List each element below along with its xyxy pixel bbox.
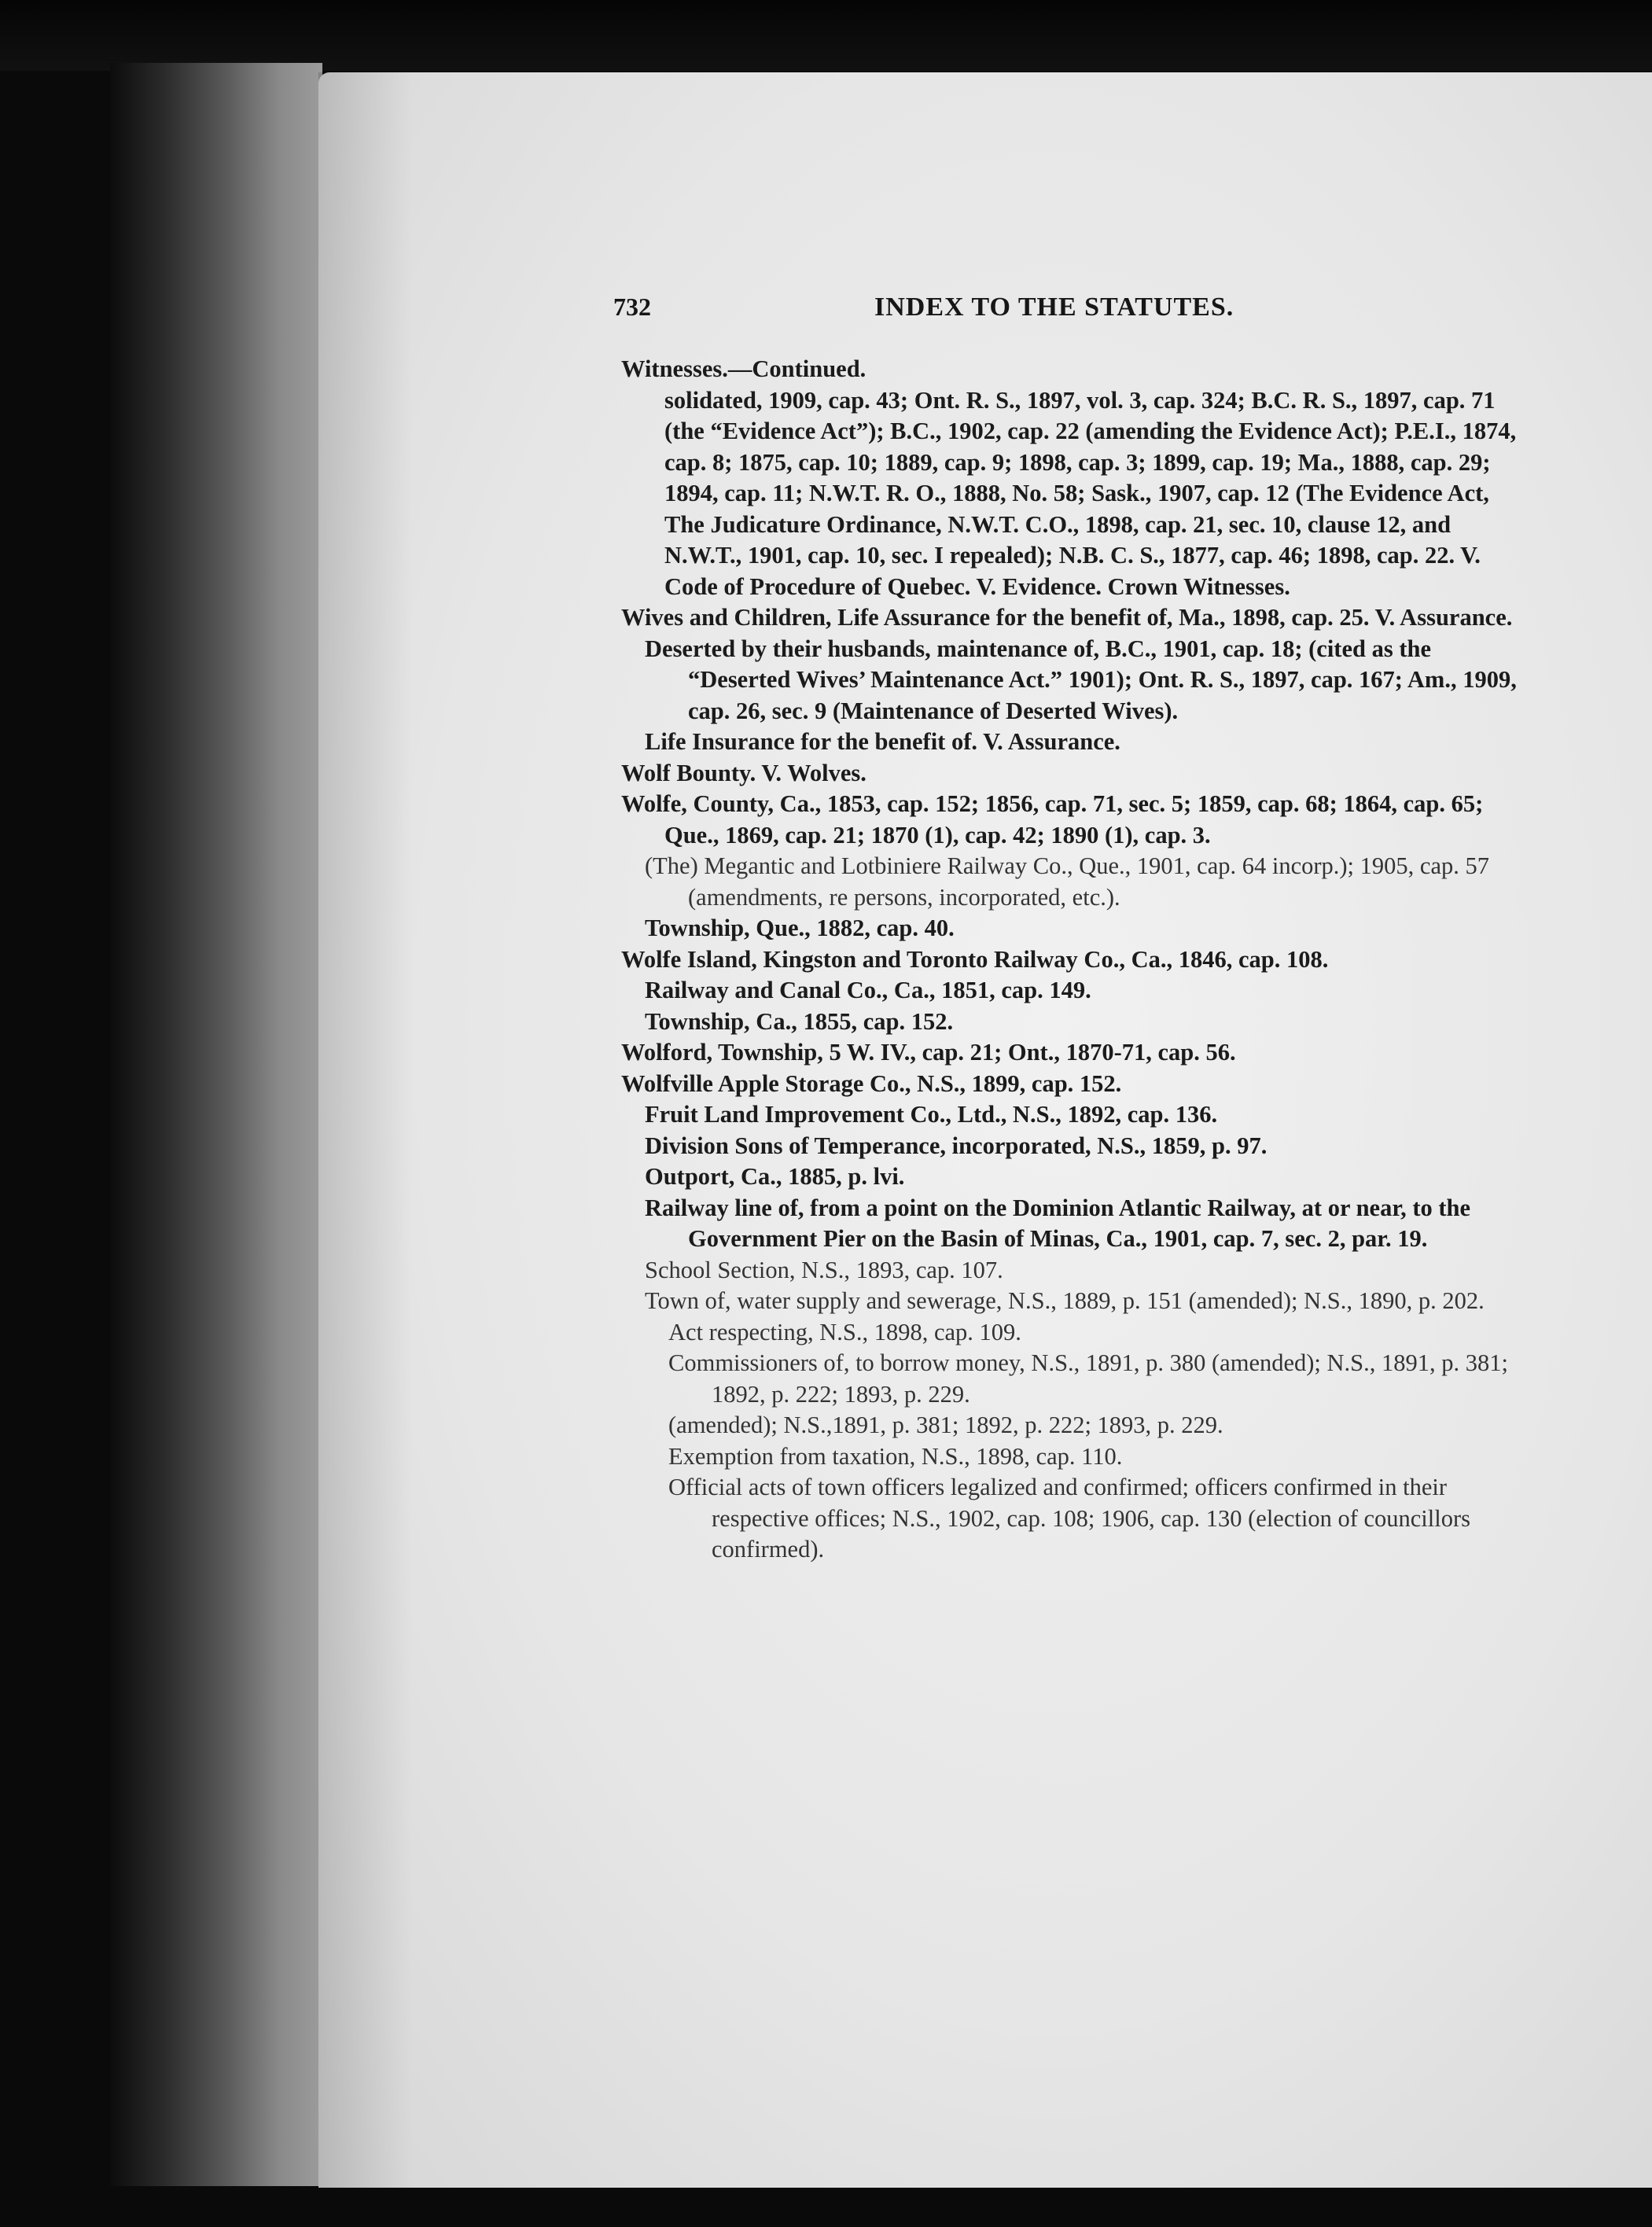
entry-headword: Witnesses. xyxy=(621,355,728,382)
scan-top-border xyxy=(0,0,1652,71)
entry-text: Kingston and Toronto Railway Co., Ca., 1846, cap. 108. xyxy=(756,945,1329,973)
entry-headword: Wolfe Island, xyxy=(621,945,757,973)
index-content xyxy=(621,354,1518,1566)
entry-text: (amended); N.S.,1891, p. 381; 1892, p. 222; 1893, p. 229. xyxy=(668,1412,1223,1438)
book-spine xyxy=(110,63,322,2186)
entry-text: Outport, Ca., 1885, p. lvi. xyxy=(645,1163,905,1190)
index-subentry xyxy=(621,1131,1518,1162)
index-subentry xyxy=(621,1193,1518,1255)
index-entry xyxy=(621,1069,1518,1100)
entry-text: Commissioners of, to borrow money, N.S., 1891, p. 380 (amended); N.S., 1891, p. 381; 1892, p. 222; 1893, p. 229. xyxy=(668,1349,1508,1408)
entry-text: Township, 5 W. IV., cap. 21; Ont., 1870-71, cap. 56. xyxy=(712,1039,1236,1066)
index-subsubentry xyxy=(621,1348,1518,1410)
entry-headword: Wolf xyxy=(621,759,671,786)
entry-text: Deserted by their husbands, maintenance of, B.C., 1901, cap. 18; (cited as the “Deserted Wives’ Maintenance Act.” 1901); Ont. R. S., 1897, cap. 167; Am., 1909, cap. 26, sec. 9 (Maintenance of Deserted Wives). xyxy=(645,635,1517,724)
entry-headword: Wolfville xyxy=(621,1069,713,1097)
entry-text: Act respecting, N.S., 1898, cap. 109. xyxy=(668,1318,1021,1345)
entry-text: Division Sons of Temperance, incorporated, N.S., 1859, p. 97. xyxy=(645,1132,1268,1159)
index-entry xyxy=(621,789,1518,851)
index-subentry xyxy=(621,975,1518,1007)
index-subentry xyxy=(621,1099,1518,1131)
index-subentry xyxy=(621,913,1518,944)
index-subsubentry xyxy=(621,1317,1518,1349)
index-subentry xyxy=(621,1007,1518,1038)
index-subentry xyxy=(621,851,1518,913)
index-subsubentry xyxy=(621,1472,1518,1566)
entry-text: Town of, water supply and sewerage, N.S., 1889, p. 151 (amended); N.S., 1890, p. 202. xyxy=(645,1287,1485,1314)
index-entry xyxy=(621,758,1518,790)
index-entry xyxy=(621,1037,1518,1069)
page-header xyxy=(613,293,1518,340)
index-entry xyxy=(621,354,1518,385)
index-subsubentry xyxy=(621,1410,1518,1441)
entry-text: Exemption from taxation, N.S., 1898, cap. 110. xyxy=(668,1442,1123,1470)
index-entry xyxy=(621,944,1518,976)
entry-text: and Children, Life Assurance for the benefit of, Ma., 1898, cap. 25. V. Assurance. xyxy=(683,604,1513,631)
index-subsubentry xyxy=(621,1441,1518,1473)
entry-text: Railway and Canal Co., Ca., 1851, cap. 149. xyxy=(645,977,1091,1003)
entry-text: Life Insurance for the benefit of. V. Assurance. xyxy=(645,728,1120,755)
entry-text: (The) Megantic and Lotbiniere Railway Co., Que., 1901, cap. 64 incorp.); 1905, cap. 57 (amendments, re persons, incorporated, etc.). xyxy=(645,852,1489,911)
entry-text: Township, Que., 1882, cap. 40. xyxy=(645,915,955,941)
entry-text: County, Ca., 1853, cap. 152; 1856, cap. 71, sec. 5; 1859, cap. 68; 1864, cap. 65; Que., 1869, cap. 21; 1870 (1), cap. 42; 1890 (1), cap. 3. xyxy=(664,790,1484,848)
index-subentry xyxy=(621,1161,1518,1193)
index-subentry xyxy=(621,1286,1518,1317)
entry-text: Bounty. V. Wolves. xyxy=(670,759,866,786)
index-subentry xyxy=(621,634,1518,727)
entry-text: Apple Storage Co., N.S., 1899, cap. 152. xyxy=(712,1069,1122,1097)
entry-headword: Wolfe, xyxy=(621,790,687,817)
index-subentry xyxy=(621,1255,1518,1287)
entry-text: Official acts of town officers legalized and confirmed; officers confirmed in their respective offices; N.S., 1902, cap. 108; 1906, cap. 130 (election of councillors confirmed). xyxy=(668,1474,1471,1563)
index-entry xyxy=(621,385,1518,603)
running-title: INDEX TO THE STATUTES. xyxy=(874,293,1234,322)
index-entry xyxy=(621,602,1518,634)
page-gutter-shadow xyxy=(318,72,413,2188)
page-number: 732 xyxy=(613,293,651,321)
entry-text: Fruit Land Improvement Co., Ltd., N.S., 1892, cap. 136. xyxy=(645,1101,1218,1128)
entry-text: solidated, 1909, cap. 43; Ont. R. S., 1897, vol. 3, cap. 324; B.C. R. S., 1897, cap. 71 (the “Evidence Act”); B.C., 1902, cap. 22 (amending the Evidence Act); P.E.I., 1874, cap. 8; 1875, cap. 10; 1889, cap. 9; 1898, cap. 3; 1899, cap. 19; Ma., 1888, cap. 29; 1894, cap. 11; N.W.T. R. O., 1888, No. 58; Sask., 1907, cap. 12 (The Evidence Act, The Judicature Ordinance, N.W.T. C.O., 1898, cap. 21, sec. 10, clause 12, and N.W.T., 1901, cap. 10, sec. I repealed); N.B. C. S., 1877, cap. 46; 1898, cap. 22. V. Code of Procedure of Quebec. V. Evidence. Crown Witnesses. xyxy=(664,386,1517,600)
entry-headword: Wolford, xyxy=(621,1039,713,1066)
entry-text: —Continued. xyxy=(727,355,866,382)
entry-text: School Section, N.S., 1893, cap. 107. xyxy=(645,1256,1003,1283)
entry-text: Township, Ca., 1855, cap. 152. xyxy=(645,1007,954,1035)
entry-text: Railway line of, from a point on the Dominion Atlantic Railway, at or near, to the Government Pier on the Basin of Minas, Ca., 1901, cap. 7, sec. 2, par. 19. xyxy=(645,1194,1471,1252)
index-subentry xyxy=(621,727,1518,758)
entry-headword: Wives xyxy=(621,604,684,631)
